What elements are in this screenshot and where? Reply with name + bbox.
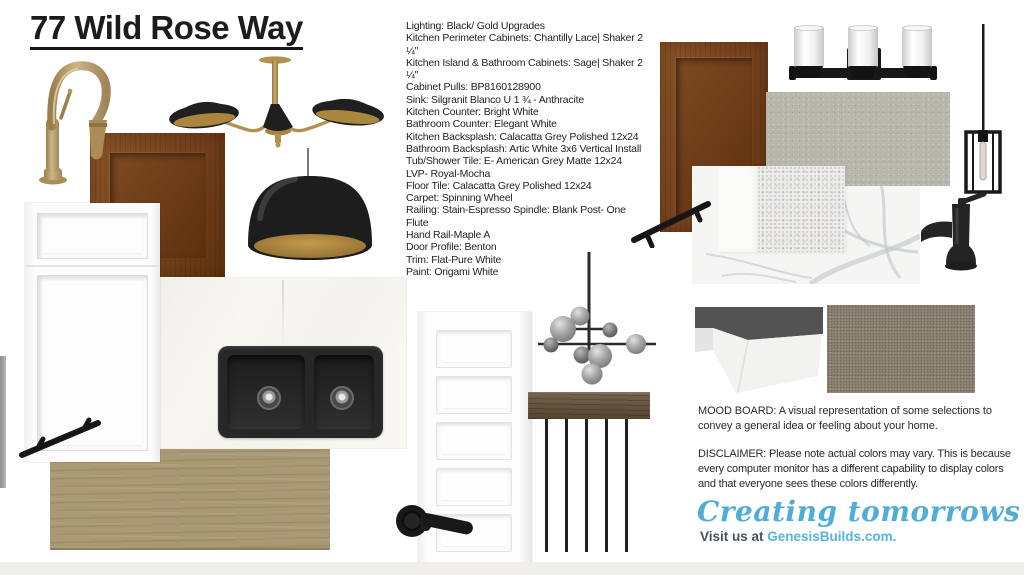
- spec-line: LVP- Royal-Mocha: [406, 167, 491, 180]
- door-panel: [436, 330, 512, 368]
- cabinet-rail-divider: [25, 265, 160, 267]
- spec-line: Hand Rail-Maple A: [406, 229, 491, 242]
- brand-tagline: Creating tomorrows: [697, 495, 1021, 528]
- black-vanity-light-image: [786, 22, 940, 92]
- drawer-recess-panel: [37, 213, 148, 259]
- black-door-lever-image: [384, 498, 476, 550]
- railing-spindle: [605, 419, 608, 552]
- vanity-glass-shades: [794, 25, 932, 68]
- mood-board-description: MOOD BOARD: A visual representation of some selections to convey a general idea or feeling about your home.: [698, 405, 992, 432]
- spec-line: Bathroom Counter: Elegant White: [406, 118, 557, 131]
- visit-prefix: Visit us at: [700, 529, 768, 544]
- door-panel: [436, 422, 512, 460]
- spec-line: Tub/Shower Tile: E- American Grey Matte 12x24: [406, 155, 622, 168]
- paint-trim-corner-sample: [690, 300, 830, 400]
- cropped-sample-edge: [0, 356, 6, 488]
- anthracite-double-sink-image: [218, 346, 383, 438]
- spec-line: Kitchen Perimeter Cabinets: Chantilly Lace| Shaker 2 ¼'': [406, 32, 643, 57]
- bottom-edge-strip: [0, 562, 1024, 575]
- spec-line: Floor Tile: Calacatta Grey Polished 12x24: [406, 179, 592, 192]
- gold-kitchen-faucet-image: [28, 56, 120, 190]
- spec-line: Cabinet Pulls: BP8160128900: [406, 81, 541, 94]
- black-cabinet-pull-right: [624, 192, 720, 248]
- spec-line: Door Profile: Benton: [406, 241, 497, 254]
- spec-line: Lighting: Black/ Gold Upgrades: [406, 20, 545, 32]
- black-bathroom-faucet-image: [914, 192, 996, 274]
- website-url: GenesisBuilds.com.: [767, 529, 897, 544]
- disclaimer-text: DISCLAIMER: Please note actual colors may vary. This is because every computer monitor has a different capability to display colors and that everyone sees these colors differently.: [698, 448, 1011, 490]
- black-cage-lantern-pendant-image: [958, 24, 1006, 196]
- spec-list: [406, 20, 644, 278]
- spec-line: Bathroom Backsplash: Artic White 3x6 Vertical Install: [406, 142, 642, 155]
- black-cabinet-pull-left: [12, 412, 108, 464]
- spec-line: Kitchen Island & Bathroom Cabinets: Sage| Shaker 2 ¼": [406, 56, 643, 82]
- black-gold-chandelier-image: [168, 54, 400, 150]
- spec-line: Trim: Flat-Pure White: [406, 253, 502, 266]
- railing-spindle: [625, 419, 628, 552]
- espresso-railing-sample: [528, 392, 650, 555]
- railing-spindle: [585, 419, 588, 552]
- black-dome-pendant-image: [246, 146, 374, 264]
- page-title: 77 Wild Rose Way: [30, 10, 303, 50]
- speckled-white-tile-sample: [757, 166, 845, 252]
- sink-drain-left: [257, 386, 281, 410]
- spec-line: Sink: Silgranit Blanco U 1 ¾ - Anthracite: [406, 93, 584, 106]
- artic-white-panel-sample: [718, 166, 758, 252]
- door-panel: [436, 376, 512, 414]
- website-line: [700, 529, 896, 544]
- espresso-handrail: [528, 392, 650, 419]
- counter-sample-seam: [282, 280, 284, 350]
- spec-line: Railing: Stain-Espresso Spindle: Blank Post- One Flute: [406, 204, 626, 229]
- spec-line: Kitchen Counter: Bright White: [406, 106, 539, 119]
- sink-drain-right: [330, 386, 354, 410]
- carpet-spinning-wheel-sample: [827, 305, 975, 393]
- spec-line: Kitchen Backsplash: Calacatta Grey Polished 12x24: [406, 130, 639, 143]
- spec-line: Paint: Origami White: [406, 265, 499, 278]
- railing-spindle: [545, 419, 548, 552]
- spec-line: Carpet: Spinning Wheel: [406, 192, 513, 205]
- smoked-glass-sputnik-chandelier-image: [534, 252, 658, 386]
- railing-spindle: [565, 419, 568, 552]
